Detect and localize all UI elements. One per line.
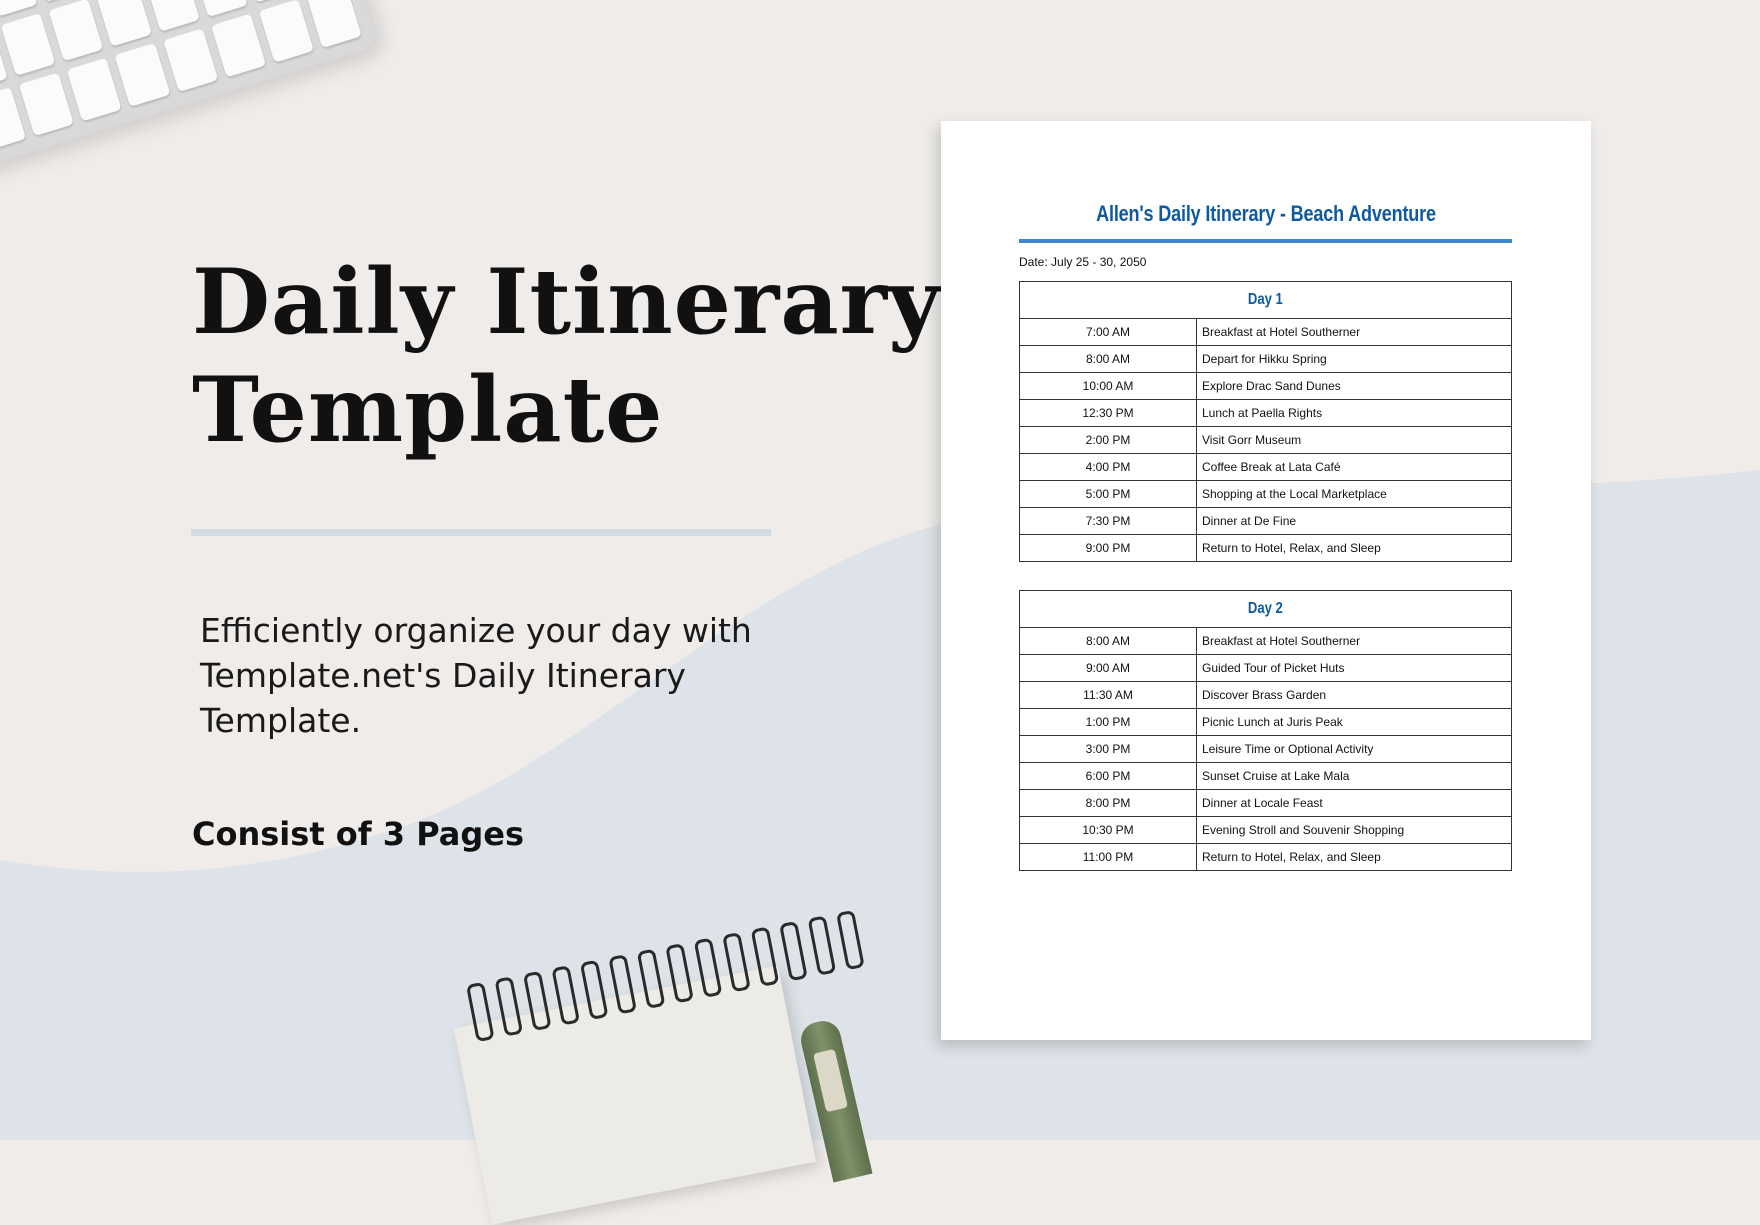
activity-cell: Dinner at De Fine xyxy=(1197,508,1512,535)
day-label: Day 2 xyxy=(1247,600,1284,617)
time-cell: 11:30 AM xyxy=(1020,682,1197,709)
activity-cell: Dinner at Locale Feast xyxy=(1197,790,1512,817)
hero-title xyxy=(192,248,941,464)
table-row xyxy=(1020,535,1512,562)
time-cell: 4:00 PM xyxy=(1020,454,1197,481)
document-date: Date: July 25 - 30, 2050 xyxy=(1019,255,1147,269)
title-rule xyxy=(1019,239,1512,243)
key xyxy=(192,0,247,17)
activity-cell: Return to Hotel, Relax, and Sleep xyxy=(1197,844,1512,871)
key xyxy=(307,0,362,48)
table-row xyxy=(1020,817,1512,844)
key xyxy=(19,73,74,136)
time-cell: 2:00 PM xyxy=(1020,427,1197,454)
table-row xyxy=(1020,709,1512,736)
activity-cell: Discover Brass Garden xyxy=(1197,682,1512,709)
table-row xyxy=(1020,400,1512,427)
document-title: Allen's Daily Itinerary - Beach Adventure xyxy=(1096,201,1436,226)
activity-cell: Lunch at Paella Rights xyxy=(1197,400,1512,427)
day-table xyxy=(1019,590,1512,871)
activity-cell: Shopping at the Local Marketplace xyxy=(1197,481,1512,508)
activity-cell: Picnic Lunch at Juris Peak xyxy=(1197,709,1512,736)
key xyxy=(67,58,122,121)
table-row xyxy=(1020,628,1512,655)
time-cell: 10:00 AM xyxy=(1020,373,1197,400)
time-cell: 7:30 PM xyxy=(1020,508,1197,535)
day-header-row xyxy=(1020,591,1512,628)
hero-title-line2: Template xyxy=(192,357,664,463)
activity-cell: Breakfast at Hotel Southerner xyxy=(1197,628,1512,655)
table-row xyxy=(1020,682,1512,709)
time-cell: 6:00 PM xyxy=(1020,763,1197,790)
time-cell: 9:00 PM xyxy=(1020,535,1197,562)
day-header-row xyxy=(1020,282,1512,319)
document-preview xyxy=(941,121,1591,1040)
spiral-ring xyxy=(808,915,837,975)
time-cell: 8:00 PM xyxy=(1020,790,1197,817)
spiral-ring xyxy=(694,938,723,998)
spiral-ring xyxy=(665,943,694,1003)
table-row xyxy=(1020,454,1512,481)
table-row xyxy=(1020,844,1512,871)
key xyxy=(97,0,152,47)
spiral-ring xyxy=(523,971,552,1031)
time-cell: 9:00 AM xyxy=(1020,655,1197,682)
table-row xyxy=(1020,508,1512,535)
divider xyxy=(191,529,771,536)
key xyxy=(115,43,170,106)
key xyxy=(259,0,314,63)
key xyxy=(145,0,200,32)
time-cell: 5:00 PM xyxy=(1020,481,1197,508)
spiral-ring xyxy=(722,932,751,992)
hero-title-line1: Daily Itinerary xyxy=(192,249,942,355)
table-row xyxy=(1020,319,1512,346)
time-cell: 10:30 PM xyxy=(1020,817,1197,844)
pages-note: Consist of 3 Pages xyxy=(192,815,525,853)
spiral-ring xyxy=(779,921,808,981)
time-cell: 7:00 AM xyxy=(1020,319,1197,346)
activity-cell: Evening Stroll and Souvenir Shopping xyxy=(1197,817,1512,844)
activity-cell: Sunset Cruise at Lake Mala xyxy=(1197,763,1512,790)
table-row xyxy=(1020,763,1512,790)
time-cell: 8:00 AM xyxy=(1020,346,1197,373)
time-cell: 12:30 PM xyxy=(1020,400,1197,427)
time-cell: 3:00 PM xyxy=(1020,736,1197,763)
spiral-ring xyxy=(494,976,523,1036)
table-row xyxy=(1020,346,1512,373)
spiral-ring xyxy=(751,926,780,986)
spiral-ring xyxy=(466,982,495,1042)
table-row xyxy=(1020,790,1512,817)
table-row xyxy=(1020,481,1512,508)
activity-cell: Breakfast at Hotel Southerner xyxy=(1197,319,1512,346)
table-row xyxy=(1020,736,1512,763)
notebook-image xyxy=(454,965,816,1224)
activity-cell: Depart for Hikku Spring xyxy=(1197,346,1512,373)
time-cell: 11:00 PM xyxy=(1020,844,1197,871)
time-cell: 1:00 PM xyxy=(1020,709,1197,736)
spiral-ring xyxy=(608,954,637,1014)
key xyxy=(1,13,56,76)
key xyxy=(0,0,37,16)
table-row xyxy=(1020,427,1512,454)
activity-cell: Explore Drac Sand Dunes xyxy=(1197,373,1512,400)
day-label: Day 1 xyxy=(1247,291,1284,308)
activity-cell: Visit Gorr Museum xyxy=(1197,427,1512,454)
key xyxy=(163,29,218,92)
activity-cell: Guided Tour of Picket Huts xyxy=(1197,655,1512,682)
activity-cell: Return to Hotel, Relax, and Sleep xyxy=(1197,535,1512,562)
key xyxy=(211,14,266,77)
spiral-ring xyxy=(580,960,609,1020)
table-row xyxy=(1020,373,1512,400)
activity-cell: Leisure Time or Optional Activity xyxy=(1197,736,1512,763)
table-row xyxy=(1020,655,1512,682)
activity-cell: Coffee Break at Lata Café xyxy=(1197,454,1512,481)
spiral-ring xyxy=(551,965,580,1025)
day-table xyxy=(1019,281,1512,562)
hero-description: Efficiently organize your day with Template.net's Daily Itinerary Template. xyxy=(200,611,752,740)
key xyxy=(49,0,104,61)
time-cell: 8:00 AM xyxy=(1020,628,1197,655)
spiral-ring xyxy=(637,949,666,1009)
